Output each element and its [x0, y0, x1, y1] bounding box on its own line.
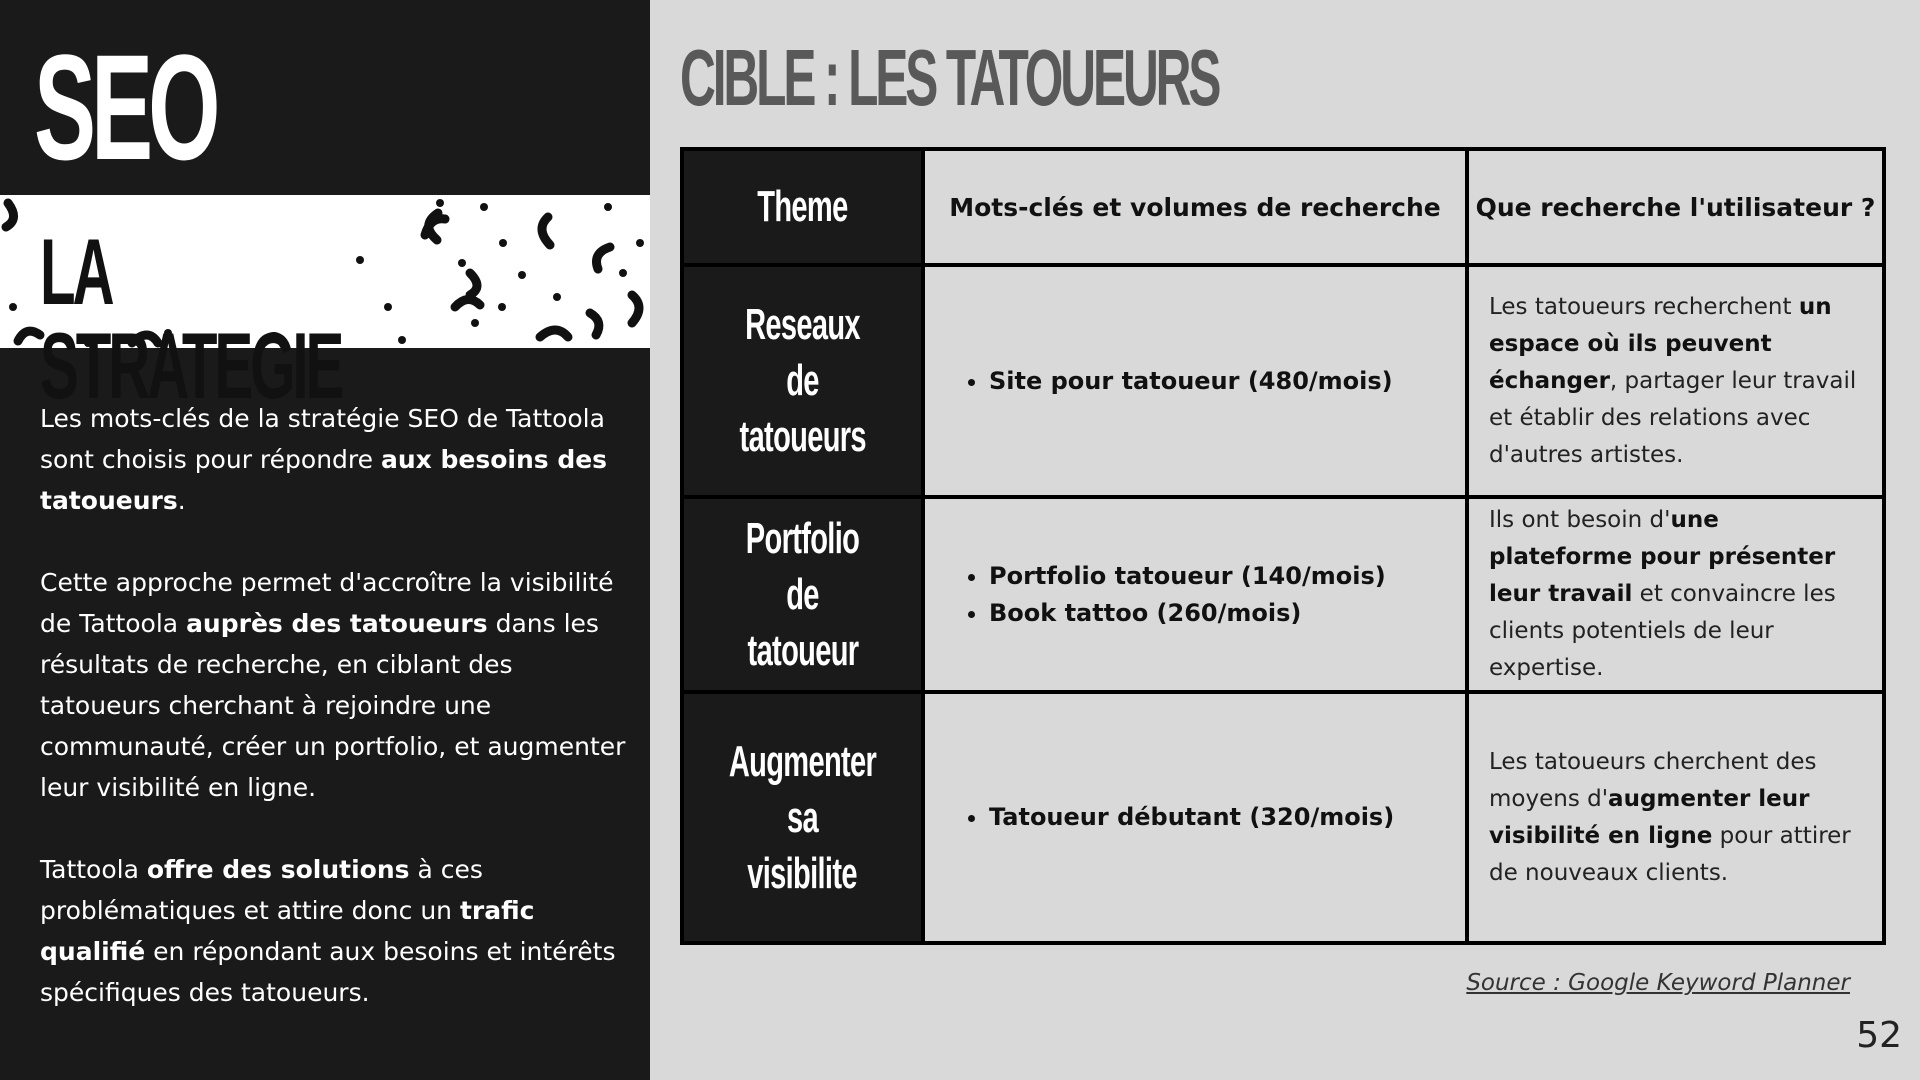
theme-cell: Reseaux de tatoueurs: [682, 265, 923, 497]
page-number: 52: [1856, 1015, 1902, 1056]
user-need-cell: Les tatoueurs recherchent un espace où ils peuvent échanger, partager leur travail et établir des relations avec d'autres artistes.: [1467, 265, 1884, 497]
keyword-table: [680, 147, 1886, 945]
strategy-title: LA STRATEGIE: [40, 219, 342, 418]
source-link[interactable]: Source : Google Keyword Planner: [1466, 970, 1850, 996]
header-user-need: Que recherche l'utilisateur ?: [1467, 149, 1884, 265]
intro-paragraph-1: Les mots-clés de la stratégie SEO de Tattoola sont choisis pour répondre aux besoins des tatoueurs.: [40, 404, 608, 515]
keywords-cell: [923, 497, 1467, 692]
user-need-cell: Les tatoueurs cherchent des moyens d'augmenter leur visibilité en ligne pour attirer de nouveaux clients.: [1467, 692, 1884, 943]
theme-cell: Portfolio de tatoueur: [682, 497, 923, 692]
user-need-cell: Ils ont besoin d'une plateforme pour présenter leur travail et convaincre les clients potentiels de leur expertise.: [1467, 497, 1884, 692]
table-row: [682, 265, 1884, 497]
keyword-item: • Tatoueur débutant (320/mois): [989, 799, 1445, 836]
intro-text: [40, 398, 630, 1054]
theme-cell: Augmenter sa visibilite: [682, 692, 923, 943]
keyword-item: • Book tattoo (260/mois): [989, 595, 1445, 632]
strategy-band: [0, 195, 650, 418]
table-row: [682, 692, 1884, 943]
table-header-row: [682, 149, 1884, 265]
keyword-item: • Portfolio tatoueur (140/mois): [989, 558, 1445, 595]
table-row: [682, 497, 1884, 692]
header-theme: Theme: [682, 149, 923, 265]
header-keywords: Mots-clés et volumes de recherche: [923, 149, 1467, 265]
keyword-item: • Site pour tatoueur (480/mois): [989, 363, 1445, 400]
target-title: CIBLE : LES TATOUEURS: [680, 33, 1219, 122]
intro-paragraph-2: Cette approche permet d'accroître la visibilité de Tattoola auprès des tatoueurs dans les résultats de recherche, en ciblant des tatoueurs cherchant à rejoindre une communauté, créer un portfolio, et augmenter leur visibilité en ligne.: [40, 568, 626, 802]
keywords-cell: [923, 692, 1467, 943]
left-panel: [0, 0, 650, 1080]
keywords-cell: [923, 265, 1467, 497]
intro-paragraph-3: Tattoola offre des solutions à ces problématiques et attire donc un trafic qualifié en répondant aux besoins et intérêts spécifiques des tatoueurs.: [40, 855, 616, 1007]
section-title: SEO: [34, 23, 216, 191]
